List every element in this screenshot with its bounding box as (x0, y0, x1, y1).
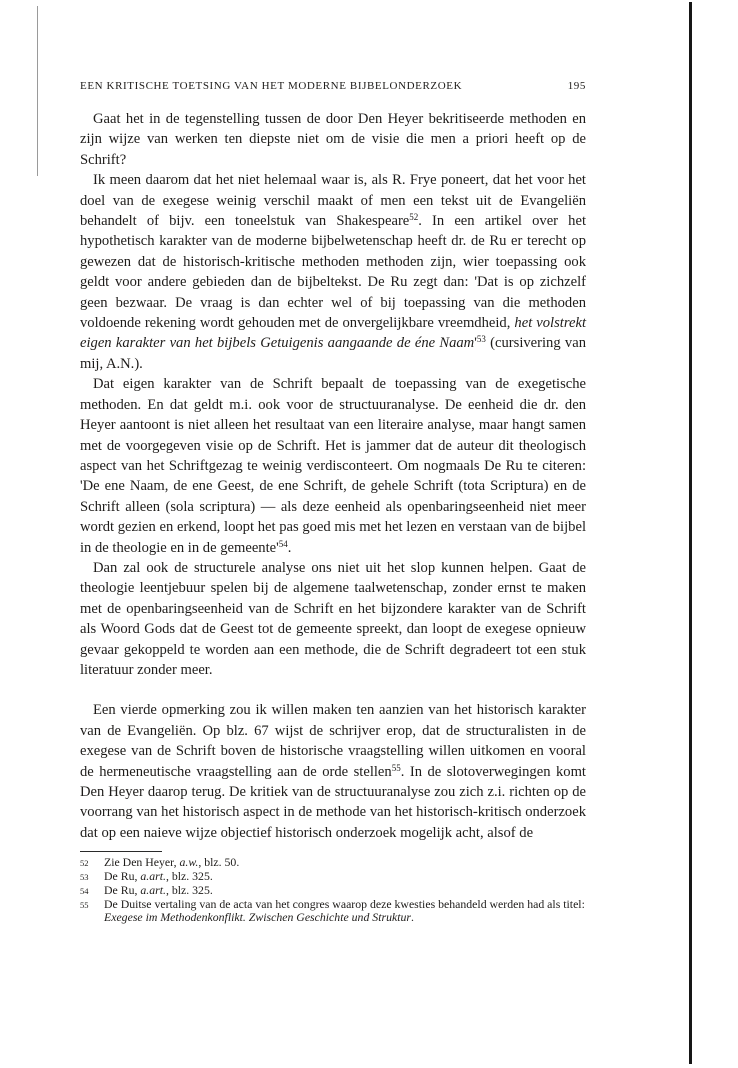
paragraph-2-text-a: Ik meen daarom dat het niet helemaal waar is, als R. Frye poneert, dat het voor het doel van de exegese weinig verschil maakt of men een tekst uit de Evangeliën behandelt of bijv. een toneelstuk van Shakespeare (80, 172, 586, 230)
scan-edge-left (37, 6, 38, 176)
book-page (80, 80, 586, 924)
footnote-ref-52[interactable]: 52 (409, 212, 419, 223)
footnote-text-a: Zie Den Heyer, (104, 855, 180, 870)
footnote-number: 55 (80, 900, 89, 911)
footnote-italic: Exegese im Methodenkonflikt. Zwischen Geschichte und Struktur (104, 910, 411, 925)
footnote-ref-54[interactable]: 54 (278, 538, 288, 549)
scan-edge-right (689, 2, 692, 1064)
footnote-text (104, 884, 586, 898)
paragraph-3 (80, 374, 586, 558)
footnote-divider (80, 851, 162, 852)
page-number: 195 (567, 80, 586, 92)
footnote-text-b: . (410, 910, 414, 925)
footnote-52 (80, 856, 586, 870)
footnote-text (104, 898, 586, 924)
paragraph-5-text-a: Een vierde opmerking zou ik willen maken ten aanzien van het historisch karakter van de Evangeliën. Op blz. 67 wijst de schrijver erop, dat de structuralisten in de exegese van de Schrift boven de historische vraagstelling willen uitkomen en vooral de hermeneutische vraagstelling aan de orde stellen (80, 702, 586, 780)
paragraph-3-text-a: Dat eigen karakter van de Schrift bepaalt de toepassing van de exegetische methoden. En dat geldt m.i. ook voor de structuuranalyse. De eenheid die dr. den Heyer aantoont is niet alleen het resultaat van een literaire analyse, maar hangt samen met de voorgegeven visie op de Schrift. Het is jammer dat de auteur dit theologisch aspect van het Schriftgezag te weinig verdisconteert. Om nogmaals De Ru te citeren: 'De ene Naam, de ene Geest, de ene Schrift, de gehele Schrift (tota Scriptura) en de Schrift alleen (sola scriptura) — als deze eenheid als openbaringseenheid niet meer wordt gezien en erkend, loopt het pas goed mis met het lezen en verstaan van de bijbel in de theologie en in de gemeente' (80, 376, 586, 556)
footnote-number: 52 (80, 858, 89, 869)
footnote-53 (80, 870, 586, 884)
paragraph-4 (80, 558, 586, 680)
footnote-italic: a.art. (140, 869, 166, 884)
footnote-55 (80, 898, 586, 924)
footnote-number: 53 (80, 872, 89, 883)
paragraph-1-text: Gaat het in de tegenstelling tussen de door Den Heyer bekritiseerde methoden en zijn wijze van werken ten diepste niet om de visie die men a priori heeft op de Schrift? (80, 111, 586, 168)
footnote-ref-55[interactable]: 55 (391, 762, 401, 773)
running-title: EEN KRITISCHE TOETSING VAN HET MODERNE BIJBELONDERZOEK (80, 80, 463, 92)
footnote-italic: a.art. (140, 883, 166, 898)
footnotes (80, 856, 586, 924)
footnote-number: 54 (80, 886, 89, 897)
footnote-text-a: De Ru, (104, 869, 141, 884)
footnote-text (104, 856, 586, 870)
footnote-text-b: , blz. 325. (165, 883, 213, 898)
footnote-text-a: De Duitse vertaling van de acta van het congres waarop deze kwesties behandeld werden had als titel: (104, 897, 585, 912)
paragraph-1 (80, 109, 586, 170)
paragraph-4-text: Dan zal ook de structurele analyse ons niet uit het slop kunnen helpen. Gaat de theologie leentjebuur spelen bij de algemene taalwetenschap, zonder ernst te maken met de openbaringseenheid van de Schrift en het bijzondere karakter van de Schrift als Woord Gods dat de Geest tot de gemeente spreekt, dan loopt de exegese opnieuw gevaar gekoppeld te worden aan een methode, die de Schrift degradeert tot een stuk literatuur zonder meer. (80, 559, 586, 678)
paragraph-2-emphasis: het volstrekt eigen karakter van het bijbels Getuigenis aangaande de éne Naam (80, 315, 586, 352)
paragraph-2-quote-close: ' (474, 335, 477, 352)
footnote-54 (80, 884, 586, 898)
paragraph-2-text-b: . In een artikel over het hypothetisch karakter van de moderne bijbelwetenschap heeft dr. de Ru er terecht op gewezen dat de historisch-kritische methoden methoden zijn, wier toepassing ook geldt voor andere gebieden dan de bijbeltekst. De Ru zegt dan: 'Dat is op zichzelf geen bezwaar. De vraag is dan echter wel of bij toepassing van die methoden voldoende rekening wordt gehouden met de onvergelijkbare vreemdheid, (80, 213, 586, 332)
paragraph-2 (80, 170, 586, 374)
footnote-text-b: , blz. 325. (165, 869, 213, 884)
running-header (80, 80, 586, 92)
footnote-text-b: , blz. 50. (198, 855, 240, 870)
footnote-text (104, 870, 586, 884)
footnote-italic: a.w. (179, 855, 199, 870)
footnote-ref-53[interactable]: 53 (476, 334, 486, 345)
paragraph-5-text-b: . In de slotoverwegingen komt Den Heyer daarop terug. De kritiek van de structuuranalyse zou zich z.i. richten op de voorrang van het historisch aspect in de methode van het historisch-kritisch onderzoek dat op een naieve wijze objectief historisch onderzoek mogelijk acht, alsof de (80, 763, 586, 841)
paragraph-2-text-d: (cursivering van mij, A.N.). (80, 335, 586, 372)
footnote-text-a: De Ru, (104, 883, 141, 898)
paragraph-5 (80, 700, 586, 843)
paragraph-3-text-b: . (287, 539, 292, 556)
